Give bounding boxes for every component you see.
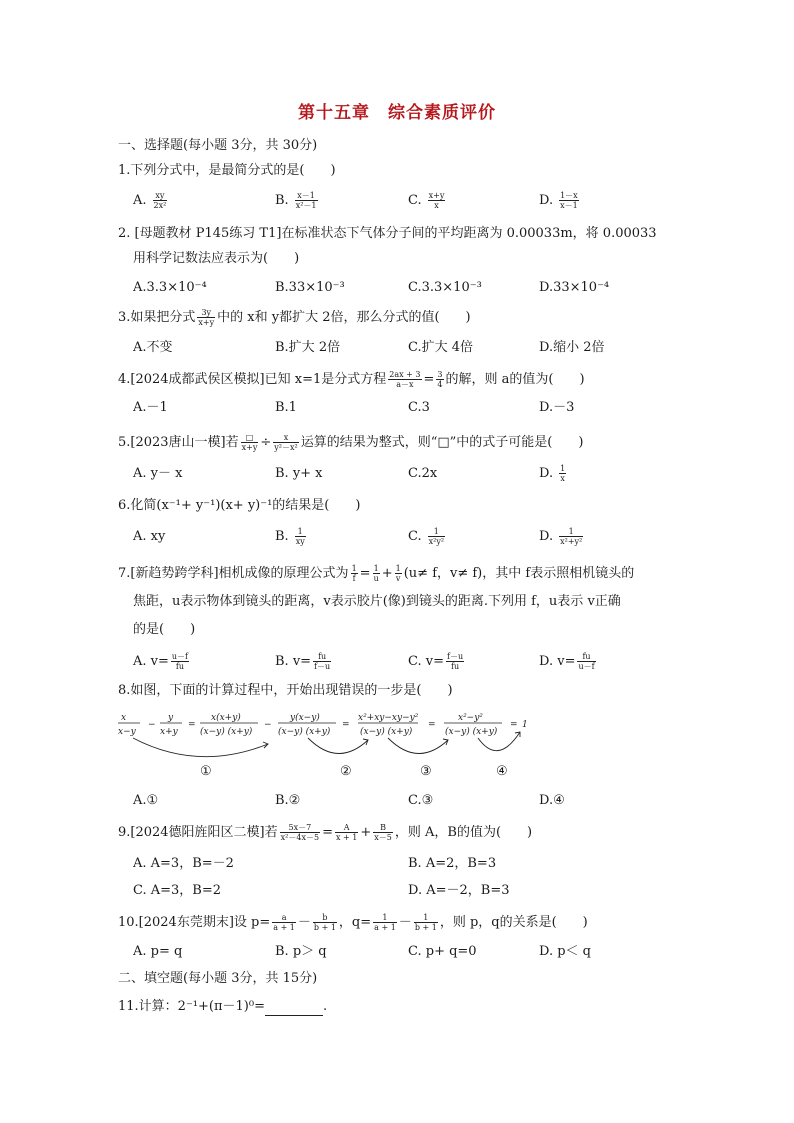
svg-text:(x−y) (x+y): (x−y) (x+y) (360, 727, 413, 737)
option-d[interactable]: D. $\frac{1-x}{x-1}$ (539, 191, 578, 210)
section-fill-heading: 二、填空题(每小题 3分，共 15分) (118, 971, 318, 986)
svg-text:x−y: x−y (118, 727, 136, 737)
svg-text:y: y (168, 713, 174, 723)
option-a[interactable]: A.3.3×10⁻⁴ (133, 280, 207, 295)
option-b[interactable]: B. v= $\frac{fu}{f-u}$ (275, 652, 331, 671)
question-1-options (133, 191, 693, 213)
svg-text:(x−y) (x+y): (x−y) (x+y) (445, 727, 498, 737)
option-c[interactable]: C. A=3，B=2 (133, 883, 222, 898)
option-b[interactable]: B.扩大 2倍 (275, 340, 341, 355)
option-d[interactable]: D.缩小 2倍 (539, 340, 605, 355)
question-11: 11.计算：2⁻¹+(π－1)⁰= . (118, 999, 328, 1014)
question-7-options (133, 652, 693, 674)
svg-text:x²+xy−xy−y²: x²+xy−xy−y² (358, 713, 419, 723)
option-d[interactable]: D.－3 (539, 400, 575, 415)
option-b[interactable]: B. y+ x (275, 466, 323, 481)
option-c[interactable]: C. $\frac{1}{\text{x²y²}}$ (408, 527, 445, 546)
question-8: 8.如图，下面的计算过程中，开始出现错误的一步是( ) (118, 683, 453, 698)
option-b[interactable]: B. A=2，B=3 (408, 856, 497, 871)
question-2-options (133, 278, 693, 300)
step-4-label: ④ (496, 764, 508, 779)
question-2-line-1: 2. [母题教材 P145练习 T1]在标准状态下气体分子间的平均距离为 0.00033m，将 0.00033 (118, 226, 657, 241)
svg-text:(x−y) (x+y): (x−y) (x+y) (200, 727, 253, 737)
option-b[interactable]: B. $\frac{1}{xy}$ (275, 527, 305, 546)
step-1-label: ① (200, 764, 212, 779)
calculation-arrows (118, 710, 538, 780)
question-7-line-2: 焦距，u表示物体到镜头的距离，v表示胶片(像)到镜头的距离.下列用 f，u表示 v正确 (133, 594, 621, 609)
svg-text:x²−y²: x²−y² (458, 713, 483, 723)
question-10: 10.[2024东莞期末]设 p= $\frac{a}{a + 1}$ － $\frac{b}{b + 1}$ ，q= $\frac{1}{a + 1}$ － $\frac{1}{b + 1}$ ，则 p，q的关系是( ) (118, 913, 588, 932)
question-5-options (133, 464, 693, 486)
question-5: 5.[2023唐山一模]若 $\frac{□}{x+y}$ ÷ $\frac{x}{\text{y²－x²}}$ 运算的结果为整式，则“□”中的式子可能是( ) (118, 433, 584, 452)
option-a[interactable]: A. p= q (133, 944, 183, 959)
option-b[interactable]: B.1 (275, 400, 297, 415)
svg-text:=: = (188, 720, 196, 730)
section-choice-heading: 一、选择题(每小题 3分，共 30分) (118, 138, 318, 153)
svg-text:−: − (148, 720, 156, 730)
question-8-options (133, 791, 693, 813)
question-9-options-row-2 (133, 881, 693, 903)
option-a[interactable]: A. $\frac{xy}{\text{2x²}}$ (133, 191, 167, 210)
svg-text:=: = (510, 720, 518, 730)
option-d[interactable]: D.④ (539, 793, 565, 808)
question-1: 1.下列分式中，是最简分式的是( ) (118, 163, 336, 178)
answer-blank[interactable] (265, 1002, 323, 1016)
option-a[interactable]: A. y－ x (133, 466, 183, 481)
option-d[interactable]: D. $\frac{1}{x}$ (539, 464, 566, 483)
svg-text:=: = (342, 720, 350, 730)
option-d[interactable]: D. p＜ q (539, 944, 592, 959)
question-3: 3.如果把分式 $\frac{3y}{x+y}$ 中的 x和 y都扩大 2倍，那么分式的值( ) (118, 308, 471, 327)
svg-text:x: x (121, 713, 127, 723)
option-d[interactable]: D. $\frac{1}{\text{x²+y²}}$ (539, 527, 583, 546)
option-d[interactable]: D. A=－2，B=3 (408, 883, 510, 898)
option-a[interactable]: A. xy (133, 529, 166, 544)
option-b[interactable]: B.33×10⁻³ (275, 280, 345, 295)
option-b[interactable]: B. p＞ q (275, 944, 327, 959)
option-d[interactable]: D.33×10⁻⁴ (539, 280, 610, 295)
question-7-line-3: 的是( ) (133, 622, 196, 637)
step-2-label: ② (340, 764, 352, 779)
option-c[interactable]: C.2x (408, 466, 438, 481)
chapter-title: 第十五章 综合素质评价 (298, 103, 496, 123)
svg-text:x+y: x+y (160, 727, 178, 737)
option-a[interactable]: A.不变 (133, 340, 173, 355)
option-c[interactable]: C.扩大 4倍 (408, 340, 474, 355)
option-a[interactable]: A. v= $\frac{u-f}{fu}$ (133, 652, 189, 671)
option-c[interactable]: C.3 (408, 400, 430, 415)
svg-text:y(x−y): y(x−y) (290, 713, 320, 723)
option-a[interactable]: A.① (133, 793, 159, 808)
option-a[interactable]: A.－1 (133, 400, 168, 415)
svg-text:1: 1 (522, 720, 528, 730)
option-c[interactable]: C. v= $\frac{f-u}{fu}$ (408, 652, 464, 671)
option-a[interactable]: A. A=3，B=－2 (133, 856, 234, 871)
svg-text:x(x+y): x(x+y) (211, 713, 241, 723)
svg-text:(x−y) (x+y): (x−y) (x+y) (278, 727, 331, 737)
question-9: 9.[2024德阳旌阳区二模]若 $\frac{5x-7}{\text{x²－4x－5}}$ = $\frac{A}{x + 1}$ + $\frac{B}{x-5}$ ，则 A，B的值为( ) (118, 823, 533, 842)
question-10-options (133, 942, 693, 964)
option-b[interactable]: B. $\frac{x-1}{\text{x²－1}}$ (275, 191, 317, 210)
question-3-options (133, 338, 693, 360)
question-7-line-1: 7.[新趋势跨学科]相机成像的原理公式为 $\frac{1}{f}$ = $\frac{1}{u}$ + $\frac{1}{v}$ (u≠ f，v≠ f)，其中 f表示照相机镜头的 (118, 564, 635, 583)
question-4: 4.[2024成都武侯区模拟]已知 x=1是分式方程 $\frac{2ax + 3}{a-x}$ = $\frac{3}{4}$ 的解，则 a的值为( ) (118, 370, 585, 389)
question-6-options (133, 527, 693, 549)
option-c[interactable]: C. $\frac{x+y}{x}$ (408, 191, 445, 210)
option-d[interactable]: D. v= $\frac{fu}{u-f}$ (539, 652, 595, 671)
step-3-label: ③ (420, 764, 432, 779)
svg-text:−: − (264, 720, 272, 730)
question-9-options-row-1 (133, 854, 693, 876)
option-c[interactable]: C. p+ q=0 (408, 944, 477, 959)
option-b[interactable]: B.② (275, 793, 301, 808)
option-c[interactable]: C.3.3×10⁻³ (408, 280, 482, 295)
option-c[interactable]: C.③ (408, 793, 434, 808)
question-2-line-2: 用科学记数法应表示为( ) (133, 251, 300, 266)
question-6: 6.化简(x⁻¹+ y⁻¹)(x+ y)⁻¹的结果是( ) (118, 498, 361, 513)
calculation-diagram (118, 710, 538, 780)
question-4-options (133, 398, 693, 420)
svg-text:=: = (428, 720, 436, 730)
